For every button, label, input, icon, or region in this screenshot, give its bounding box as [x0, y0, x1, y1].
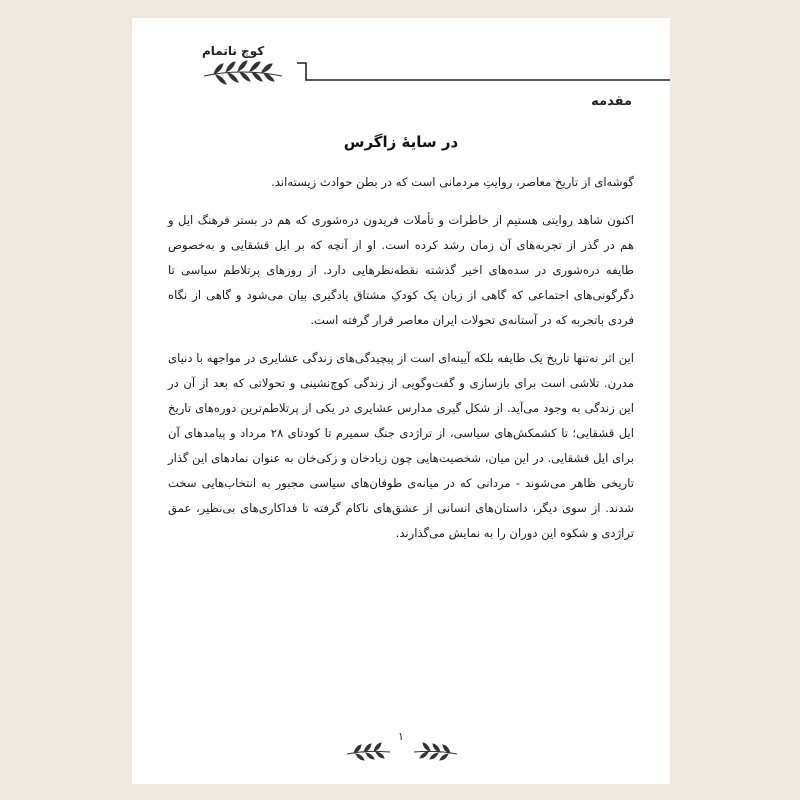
- chapter-title: در سایۀ زاگرس: [343, 133, 459, 151]
- running-title: کوچ ناتمام: [202, 44, 265, 58]
- page-number: ۱: [398, 730, 404, 743]
- paragraph: اکنون شاهد روایتی هستیم از خاطرات و تأملات فریدون دره‌شوری که هم در بستر فرهنگ ایل و هم در گذر از تجربه‌های آن زمان رشد کرده است. او از آنچه که بر ایل قشقایی و به‌خصوص طایفه دره‌شوری در سده‌های اخیر گذشته نقطه‌نظرهایی دارد. از روزهای پرتلاطم سیاسی تا دگرگونی‌های اجتماعی که گاهی از زبان یک کودکِ مشتاق یادگیری بیان می‌شود و گاهی از نگاه فردی باتجربه که در آستانه‌ی تحولات ایران معاصر قرار گرفته است.: [168, 213, 634, 327]
- book-page: [132, 18, 670, 784]
- page-footer: [132, 730, 670, 766]
- page-header: [132, 18, 670, 108]
- body-text: [168, 170, 634, 559]
- laurel-branch-icon: [204, 61, 282, 84]
- header-ornament-rule: [132, 18, 670, 108]
- paragraph: گوشه‌ای از تاریخ معاصر، روایتِ مردمانی است که در بطن حوادث زیسته‌اند.: [271, 175, 634, 189]
- paragraph: این اثر نه‌تنها تاریخ یک طایفه بلکه آیینه‌ای است از پیچیدگی‌های زندگی عشایری در مواجهه با دنیای مدرن. تلاشی است برای بازسازی و گفت‌وگویی از زندگی کوچ‌نشینی و تحولاتی که بعد از آن در این زندگی به وجود می‌آید. از شکل گیری مدارس عشایری در یکی از پرتلاطم‌ترین دوره‌های تاریخ ایل قشقایی؛ تا کشمکش‌های سیاسی، از تراژدی جنگ سمیرم تا کودتای ۲۸ مرداد و پیامدهای آن برای ایل قشقایی. در این میان، شخصیت‌هایی چون زیادخان و زکی‌خان به عنوان نمادهای این گذار تاریخی ظاهر می‌شوند - مردانی که در میانه‌ی طوفان‌های سیاسی مجبور به انتخاب‌هایی سخت شدند. از سوی دیگر، داستان‌های انسانی از عشق‌های ناکام گرفته تا فداکاری‌های بی‌نظیر، عمق تراژدی و شکوه این دوران را به نمایش می‌گذارند.: [168, 351, 635, 540]
- header-line: [297, 63, 670, 80]
- section-label: مقدمه: [591, 94, 632, 109]
